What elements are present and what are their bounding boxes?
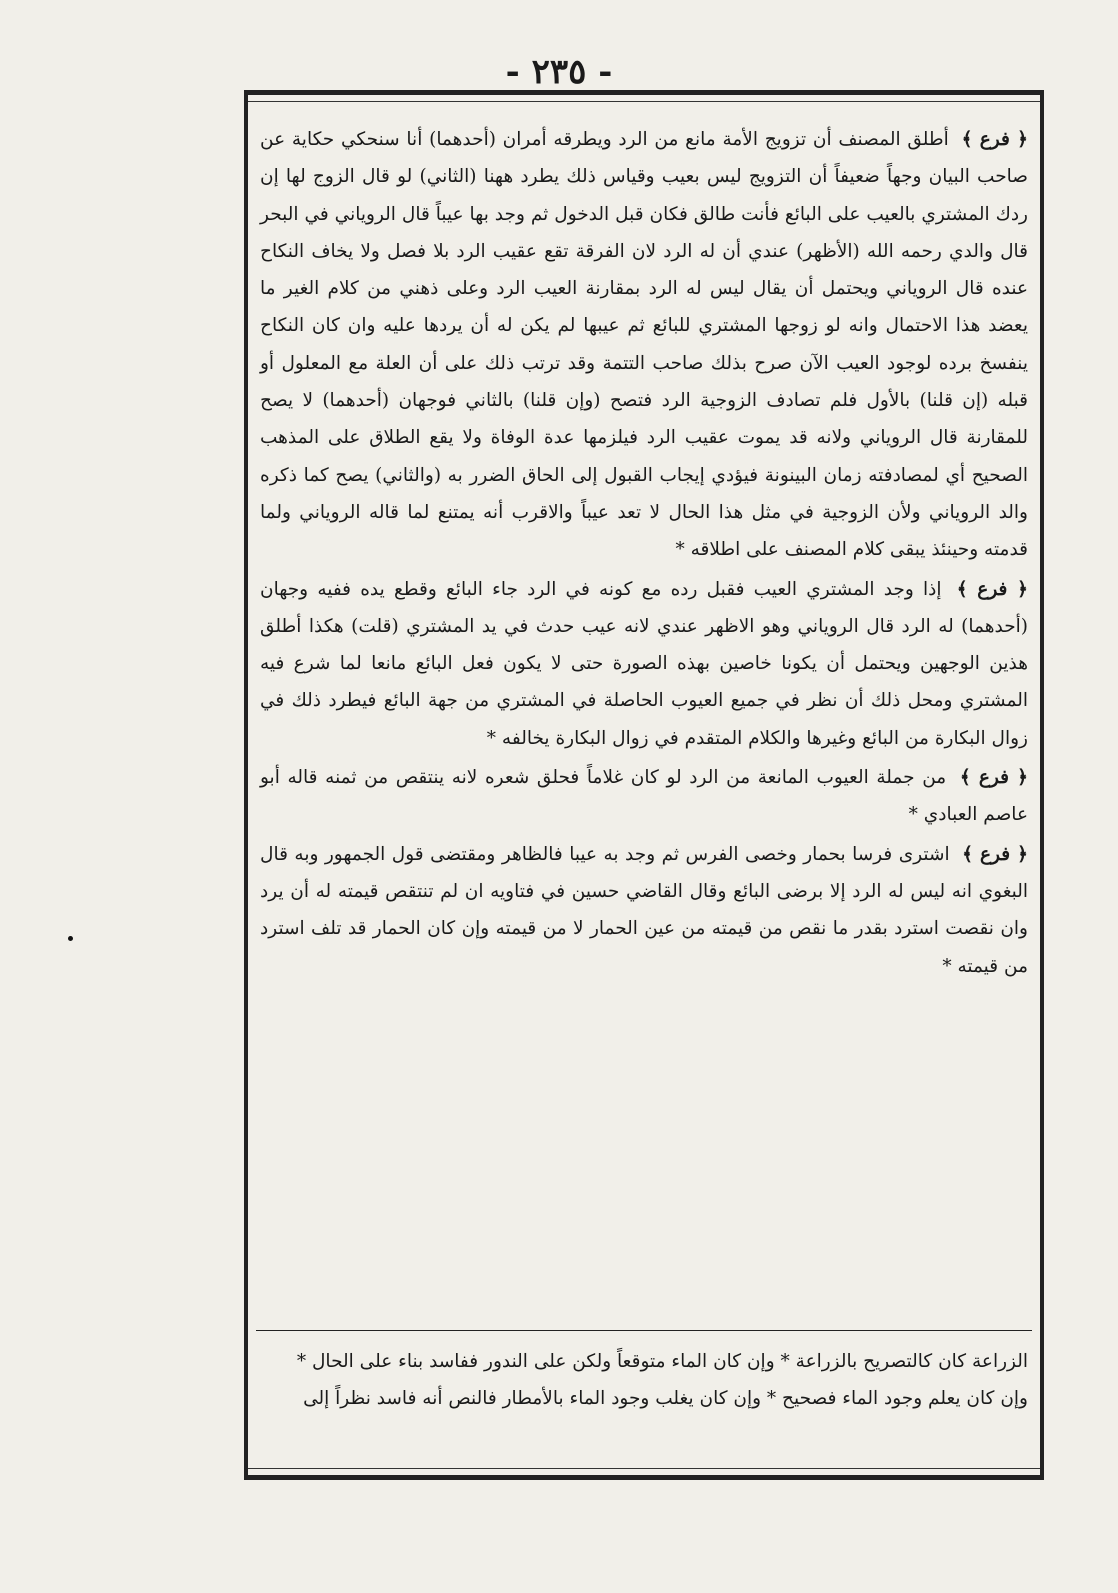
paragraph-label: ﴿ فرع ﴾ (956, 578, 1028, 600)
footnote-divider (256, 1330, 1032, 1331)
text-frame (244, 90, 1044, 1480)
paragraph-text: اشترى فرسا بحمار وخصى الفرس ثم وجد به عيبا فالظاهر ومقتضى قول الجمهور وبه قال البغوي انه ليس له الرد إلا برضى البائع وقال القاضي حسين في فتاويه ان لم تنتقص قيمته له أن يرد وان نقصت استرد بقدر ما نقص من قيمته من عين الحمار لا من قيمته وإن كان الحمار قد تلف استرد من قيمته * (260, 843, 1028, 977)
main-text (260, 121, 1028, 985)
footnote (260, 1343, 1028, 1418)
page-number: - ٢٣٥ - (505, 52, 613, 92)
paragraph-label: ﴿ فرع ﴾ (961, 129, 1028, 150)
paragraph (260, 121, 1028, 569)
paragraph (260, 836, 1028, 985)
paragraph-label: ﴿ فرع ﴾ (962, 843, 1028, 865)
paragraph-text: أطلق المصنف أن تزويج الأمة مانع من الرد ويطرقه أمران (أحدهما) أنا سنحكي حكاية عن صاحب البيان وجهاً ضعيفاً أن التزويج ليس بعيب وقياس ذلك يطرد ههنا (الثاني) لو قال الزوج لها إن ردك المشتري بالعيب على البائع فأنت طالق فكان قبل الدخول ثم وجد بها عيباً قال الروياني في البحر قال والدي رحمه الله (الأظهر) عندي أن له الرد لان الفرقة تقع عقيب الرد بلا فصل ولا يخاف النكاح عنده قال الروياني ويحتمل أن يقال ليس له الرد بمقارنة العيب الرد وعلى ذهني من كلام الغير ما يعضد هذا الاحتمال وانه لو زوجها المشتري للبائع ثم عيبها لم يكن له أن يردها عليه وان كان النكاح ينفسخ برده لوجود العيب الآن صرح بذلك صاحب التتمة وقد ترتب ذلك على أن العلة مع المعلول أو قبله (إن قلنا) بالأول فلم تصادف الزوجية الرد فتصح (وإن قلنا) بالثاني فوجهان (أحدهما) لا يصح للمقارنة قال الروياني ولانه قد يموت عقيب الرد فيلزمها عدة الوفاة ولا يقع الطلاق على المذهب الصحيح أي لمصادفته زمان البينونة فيؤدي إيجاب القبول إلى الحاق الضرر به (والثاني) يصح كما ذكره والد الروياني ولأن الزوجية في مثل هذا الحال لا تعد عيباً والاقرب أنه يمتنع لما قاله الروياني ولما قدمته وحينئذ يبقى كلام المصنف على اطلاقه * (260, 129, 1028, 561)
paragraph (260, 571, 1028, 757)
paragraph-label: ﴿ فرع ﴾ (959, 767, 1028, 789)
margin-speck (68, 936, 73, 941)
paragraph-text: إذا وجد المشتري العيب فقبل رده مع كونه في الرد جاء البائع وقطع يده ففيه وجهان (أحدهما) له الرد قال الروياني وهو الاظهر عندي لانه عيب حدث في يد المشتري (قلت) هكذا أطلق هذين الوجهين ويحتمل أن يكونا خاصين بهذه الصورة حتى لا يكون فعل البائع مانعا لما شرع فيه المشتري ومحل ذلك أن نظر في جميع العيوب الحاصلة في المشتري من جهة البائع فيطرد ذلك في زوال البكارة من البائع وغيرها والكلام المتقدم في زوال البكارة يخالفه * (260, 578, 1028, 749)
footnote-line: وإن كان يعلم وجود الماء فصحيح * وإن كان يغلب وجود الماء بالأمطار فالنص أنه فاسد نظراً إلى (303, 1388, 1028, 1410)
footnote-line: الزراعة كان كالتصريح بالزراعة * وإن كان الماء متوقعاً ولكن على الندور ففاسد بناء على الحال * (296, 1351, 1028, 1372)
paragraph-text: من جملة العيوب المانعة من الرد لو كان غلاماً فحلق شعره لانه ينتقص من ثمنه قاله أبو عاصم العبادي * (260, 767, 1028, 826)
paragraph (260, 759, 1028, 834)
